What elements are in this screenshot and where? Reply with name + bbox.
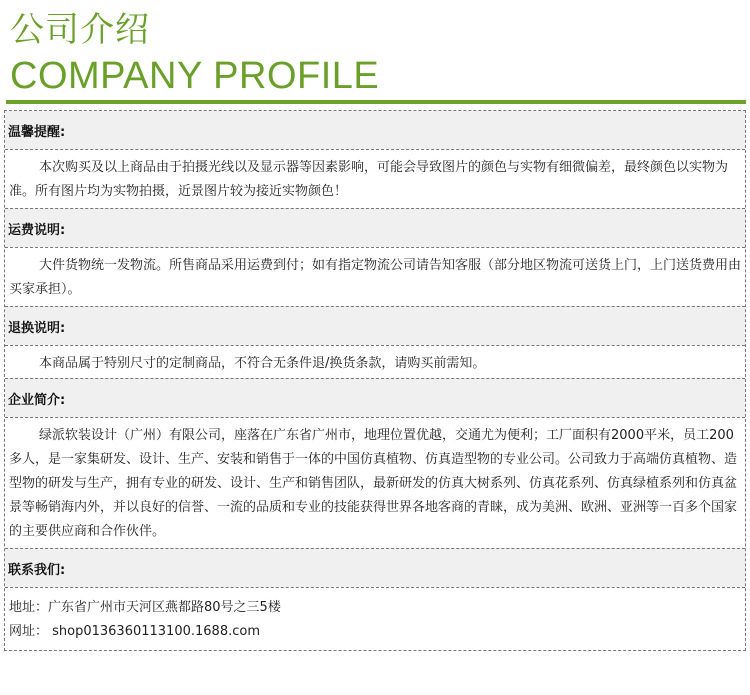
page-header — [0, 0, 750, 112]
section-title: 联系我们: — [8, 563, 66, 578]
section-body-returns — [5, 345, 745, 378]
section-title: 退换说明: — [8, 321, 66, 336]
section-heading-shipping — [5, 208, 745, 247]
section-title: 温馨提醒: — [8, 125, 66, 140]
section-heading-reminder — [5, 111, 745, 149]
section-title: 运费说明: — [8, 223, 66, 238]
section-body-reminder — [5, 149, 745, 208]
shipping-text: 大件货物统一发物流。所售商品采用运费到付；如有指定物流公司请告知客服（部分地区物流可送货上门，上门送货费用由买家承担）。 — [9, 258, 742, 297]
page-title-english: COMPANY PROFILE — [10, 55, 380, 97]
company-text: 绿派软装设计（广州）有限公司，座落在广东省广州市，地理位置优越，交通尤为便利；工厂面积有2000平米，员工200多人，是一家集研发、设计、生产、安装和销售于一体的中国仿真植物、仿真造型物的专业公司。公司致力于高端仿真植物、造型物的研发与生产，拥有专业的研发、设计、生产和销售团队，最新研发的仿真大树系列、仿真花系列、仿真绿植系列和仿真盆景等畅销海内外，并以良好的信誉、一流的品质和专业的技能获得世界各地客商的青睐，成为美洲、欧洲、亚洲等一百多个国家的主要供应商和合作伙伴。 — [9, 428, 738, 539]
returns-text: 本商品属于特别尺寸的定制商品，不符合无条件退/换货条款，请购买前需知。 — [39, 356, 486, 371]
reminder-text: 本次购买及以上商品由于拍摄光线以及显示器等因素影响，可能会导致图片的颜色与实物有细微偏差，最终颜色以实物为准。所有图片均为实物拍摄，近景图片较为接近实物颜色！ — [9, 160, 729, 199]
page-title-chinese: 公司介绍 — [10, 10, 150, 50]
section-body-shipping — [5, 247, 745, 306]
contact-address: 地址：广东省广州市天河区燕都路80号之三5楼 — [9, 600, 281, 615]
header-divider — [6, 100, 746, 104]
section-heading-company — [5, 378, 745, 417]
section-heading-returns — [5, 306, 745, 345]
section-body-contact — [5, 587, 745, 650]
section-title: 企业简介: — [8, 393, 66, 408]
contact-website[interactable]: 网址： shop0136360113100.1688.com — [9, 624, 260, 639]
section-heading-contact — [5, 548, 745, 587]
profile-table — [4, 110, 746, 651]
section-body-company — [5, 417, 745, 548]
